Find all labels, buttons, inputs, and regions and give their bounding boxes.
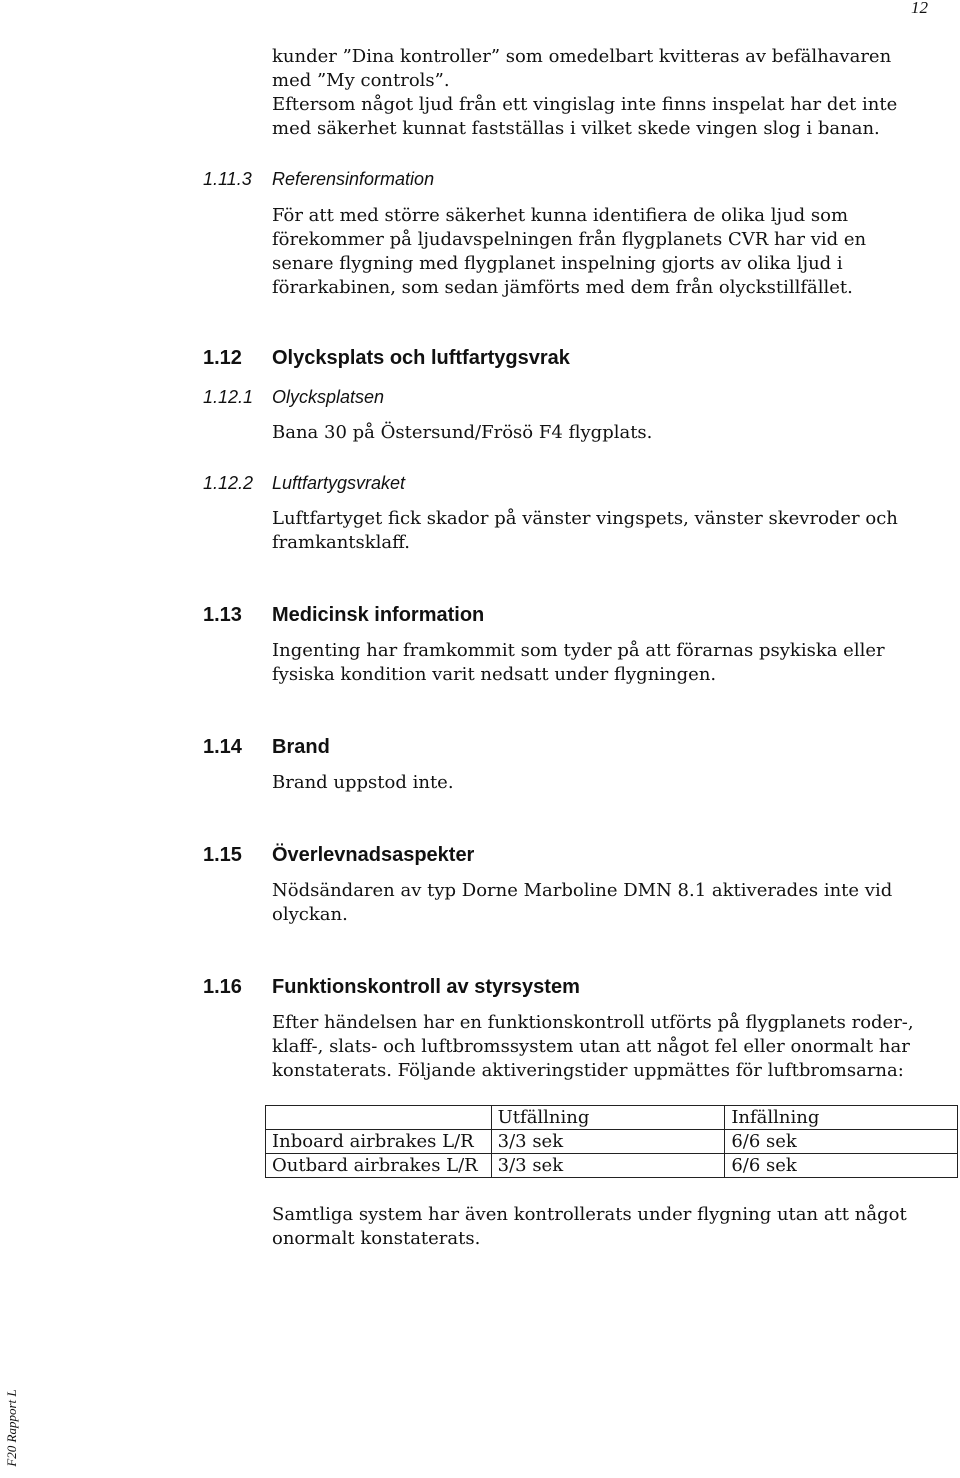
table-row bbox=[266, 1130, 958, 1154]
section-text-1-12-1: Bana 30 på Östersund/Frösö F4 flygplats. bbox=[272, 422, 653, 443]
intro-paragraph-2: Eftersom något ljud från ett vingislag inte finns inspelat har det inte med säkerhet kunnat fastställas i vilket skede vingen slog i banan. bbox=[272, 94, 898, 139]
section-heading-1-12-1 bbox=[203, 386, 385, 408]
section-heading-1-13 bbox=[203, 603, 485, 627]
section-number: 1.14 bbox=[203, 736, 242, 758]
section-number: 1.12 bbox=[203, 347, 242, 369]
table-header-row bbox=[266, 1106, 958, 1130]
section-number: 1.12.1 bbox=[203, 387, 254, 407]
intro-paragraph-1: kunder ”Dina kontroller” som omedelbart kvitteras av befälhavaren med ”My controls”. bbox=[272, 46, 892, 91]
section-heading-1-14 bbox=[203, 735, 330, 759]
section-number: 1.11.3 bbox=[203, 169, 252, 189]
section-number: 1.16 bbox=[203, 976, 242, 998]
table-cell: 6/6 sek bbox=[725, 1154, 958, 1178]
section-number: 1.15 bbox=[203, 844, 242, 866]
section-number: 1.13 bbox=[203, 604, 242, 626]
section-text-1-12-2: Luftfartyget fick skador på vänster vingspets, vänster skevroder och framkantsklaff. bbox=[272, 508, 898, 553]
section-text-1-16: Efter händelsen har en funktionskontroll utförts på flygplanets roder-, klaff-, slats- och luftbromssystem utan att något fel eller onormalt har konstaterats. Följande aktiveringstider uppmättes för luftbromsarna: bbox=[272, 1012, 914, 1081]
table-cell: Inboard airbrakes L/R bbox=[266, 1130, 492, 1154]
section-heading-1-16 bbox=[203, 975, 580, 999]
section-title: Olycksplats och luftfartygsvrak bbox=[272, 347, 570, 369]
section-heading-1-12-2 bbox=[203, 472, 406, 494]
table-header-cell: Utfällning bbox=[491, 1106, 725, 1130]
section-title: Luftfartygsvraket bbox=[272, 473, 406, 493]
footer-report-label: F20 Rapport L bbox=[4, 1389, 19, 1467]
section-number: 1.12.2 bbox=[203, 473, 254, 493]
table-cell: 3/3 sek bbox=[491, 1130, 725, 1154]
section-text-1-15: Nödsändaren av typ Dorne Marboline DMN 8.1 aktiverades inte vid olyckan. bbox=[272, 880, 893, 925]
section-text-1-16-after-table: Samtliga system har även kontrollerats under flygning utan att något onormalt konstaterats. bbox=[272, 1204, 907, 1249]
section-text-1-14: Brand uppstod inte. bbox=[272, 772, 454, 793]
table-cell: Outbard airbrakes L/R bbox=[266, 1154, 492, 1178]
section-title: Medicinsk information bbox=[272, 604, 485, 626]
section-text-1-13: Ingenting har framkommit som tyder på att förarnas psykiska eller fysiska kondition varit nedsatt under flygningen. bbox=[272, 640, 885, 685]
section-heading-1-15 bbox=[203, 843, 475, 867]
section-text-1-11-3: För att med större säkerhet kunna identifiera de olika ljud som förekommer på ljudavspelningen från flygplanets CVR har vid en senare flygning med flygplanet inspelning gjorts av olika ljud i förarkabinen, som sedan jämförts med dem från olyckstillfället. bbox=[272, 205, 867, 298]
airbrake-timing-table bbox=[265, 1105, 958, 1178]
section-title: Olycksplatsen bbox=[272, 387, 385, 407]
table-cell: 6/6 sek bbox=[725, 1130, 958, 1154]
section-title: Brand bbox=[272, 736, 330, 758]
table-row bbox=[266, 1154, 958, 1178]
table-cell: 3/3 sek bbox=[491, 1154, 725, 1178]
table-header-cell: Infällning bbox=[725, 1106, 958, 1130]
section-heading-1-11-3 bbox=[203, 168, 435, 190]
section-title: Överlevnadsaspekter bbox=[272, 844, 475, 866]
section-title: Funktionskontroll av styrsystem bbox=[272, 976, 580, 998]
section-heading-1-12 bbox=[203, 346, 570, 370]
page-number: 12 bbox=[911, 0, 928, 17]
table-header-cell bbox=[266, 1106, 492, 1130]
section-title: Referensinformation bbox=[272, 169, 435, 189]
